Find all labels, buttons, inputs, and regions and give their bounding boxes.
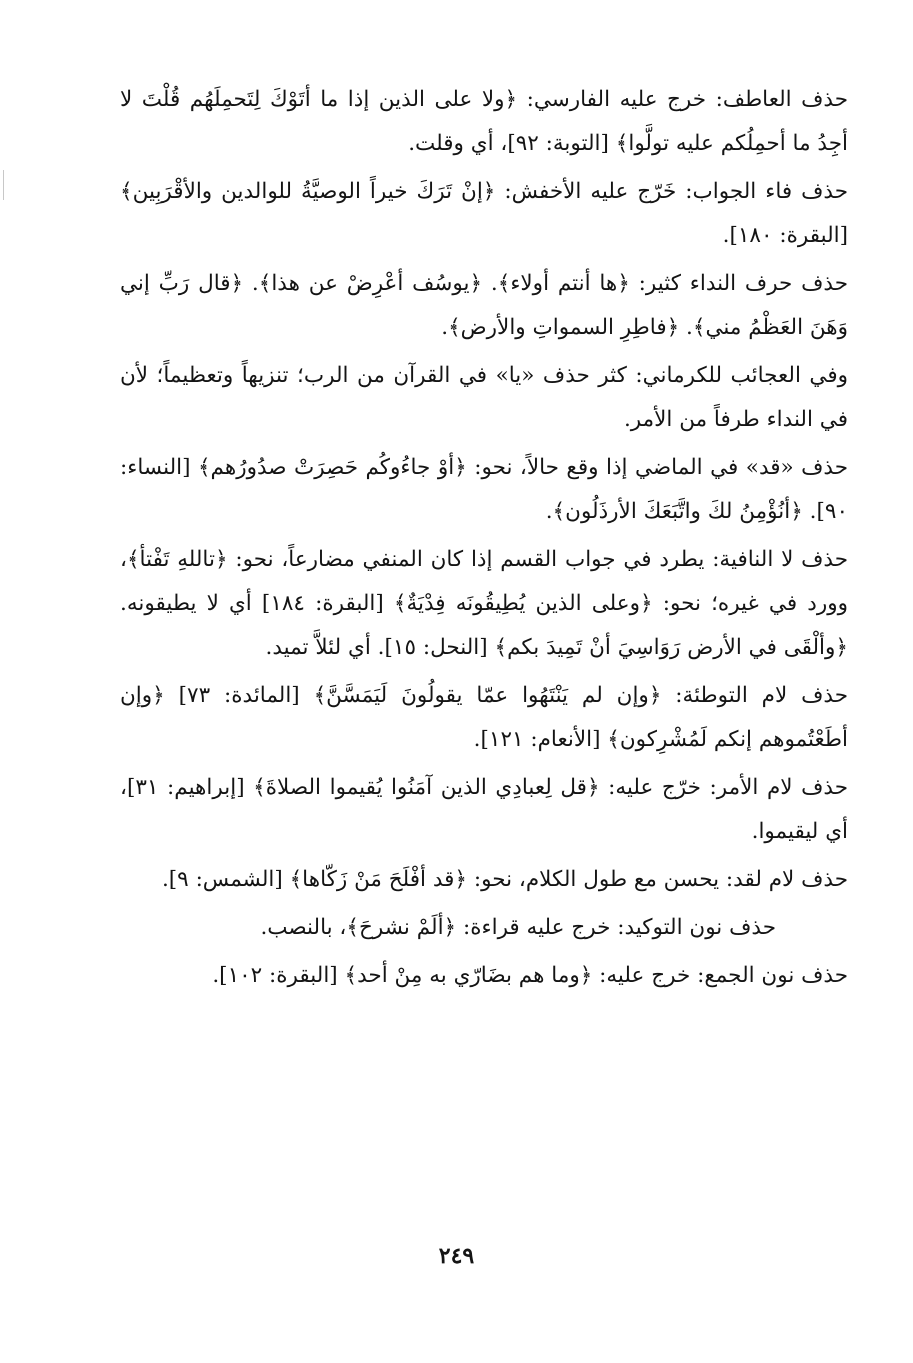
page-edge-mark xyxy=(3,170,4,200)
paragraph-hadhf-nun-al-tawkid: حذف نون التوكيد: خرج عليه قراءة: ﴿ألَمْ نشرحَ﴾، بالنصب. xyxy=(260,915,776,940)
paragraph-hadhf-lam-laqad: حذف لام لقد: يحسن مع طول الكلام، نحو: ﴿قد أفْلَحَ مَنْ زَكّاها﴾ [الشمس: ٩]. xyxy=(161,867,848,892)
paragraph-hadhf-harf-al-nida: حذف حرف النداء كثير: ﴿ها أنتم أولاء﴾. ﴿يوسُف أعْرِضْ عن هذا﴾. ﴿قال رَبِّ إني وَهَنَ العَظْمُ مني﴾. ﴿فاطِرِ السمواتِ والأرض﴾. xyxy=(120,271,848,340)
paragraph-hadhf-la-al-nafiya: حذف لا النافية: يطرد في جواب القسم إذا كان المنفي مضارعاً، نحو: ﴿تاللهِ تَفْتأ﴾، وورد في غيره؛ نحو: ﴿وعلى الذين يُطِيقُونَه فِدْيَةٌ﴾ [البقرة: ١٨٤] أي لا يطيقونه. ﴿وألْقَى في الأرض رَوَاسِيَ أنْ تَمِيدَ بكم﴾ [النحل: ١٥]. أي لئلاَّ تميد. xyxy=(120,547,849,660)
paragraph-hadhf-qad: حذف «قد» في الماضي إذا وقع حالاً، نحو: ﴿أوْ جاءُوكُم حَصِرَتْ صدُورُهم﴾ [النساء: ٩٠]. ﴿أنُؤْمِنُ لكَ واتَّبَعَكَ الأرذَلُون﴾. xyxy=(120,455,848,524)
paragraph-al-ajaib-lil-kirmani: وفي العجائب للكرماني: كثر حذف «يا» في القرآن من الرب؛ تنزيهاً وتعظيماً؛ لأن في النداء طرفاً من الأمر. xyxy=(120,363,848,432)
paragraph-hadhf-fa-al-jawab: حذف فاء الجواب: خَرّج عليه الأخفش: ﴿إنْ تَرَكَ خيراً الوصيَّةُ للوالدين والأقْرَبِين﴾ [البقرة: ١٨٠]. xyxy=(120,179,848,248)
paragraph-hadhf-al-atif: حذف العاطف: خرج عليه الفارسي: ﴿ولا على الذين إذا ما أتَوْكَ لِتَحمِلَهُم قُلْتَ لا أجِدُ ما أحمِلُكم عليه تولَّوا﴾ [التوبة: ٩٢]، أي وقلت. xyxy=(120,87,848,156)
page-number: ٢٤٩ xyxy=(438,1243,475,1269)
page-body xyxy=(120,78,848,1002)
paragraph-hadhf-lam-al-tawtia: حذف لام التوطئة: ﴿وإن لم يَنْتَهُوا عمّا يقولُونَ لَيَمَسَّنَّ﴾ [المائدة: ٧٣] ﴿وإن أطَعْتُموهم إنكم لَمُشْرِكون﴾ [الأنعام: ١٢١]. xyxy=(120,683,849,752)
paragraph-hadhf-nun-al-jam: حذف نون الجمع: خرج عليه: ﴿وما هم بضَارّي به مِنْ أحد﴾ [البقرة: ١٠٢]. xyxy=(212,963,848,988)
paragraph-hadhf-lam-al-amr: حذف لام الأمر: خرّج عليه: ﴿قل لِعبادِي الذين آمَنُوا يُقيموا الصلاةَ﴾ [إبراهيم: ٣١]، أي ليقيموا. xyxy=(120,775,848,844)
